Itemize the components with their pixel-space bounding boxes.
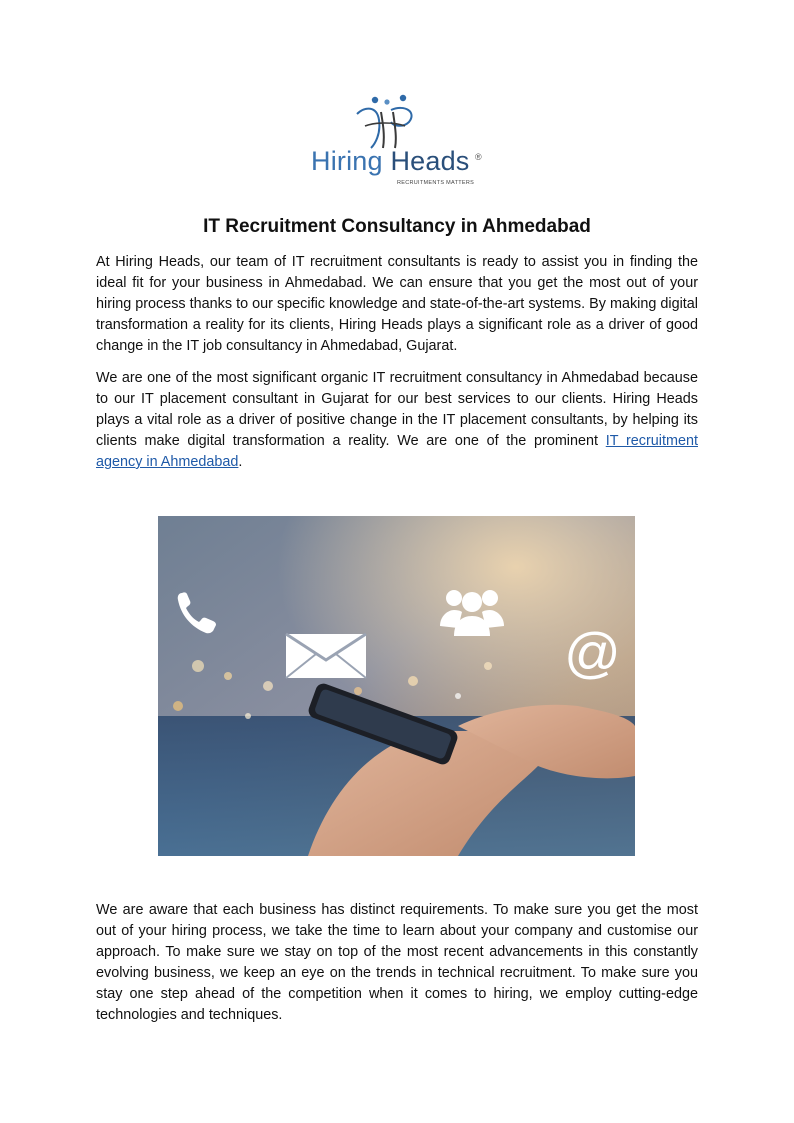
third-paragraph: We are aware that each business has distinct requirements. To make sure you get the most out of your hiring process, we take the time to learn about your company and customise our approach. To make sure we stay on top of the most recent advancements in this constantly evolving business, we keep an eye on the trends in technical recruitment. To make sure you stay one step ahead of the competition when it comes to hiring, we employ cutting-edge technologies and techniques. (96, 902, 698, 1023)
brand-first-word: Hiring (311, 146, 383, 176)
logo-figures-icon (305, 92, 489, 152)
brand-second-word: Heads (390, 146, 470, 176)
page-title: IT Recruitment Consultancy in Ahmedabad (203, 216, 591, 237)
at-sign-icon: @ (564, 621, 621, 684)
second-paragraph-text: We are one of the most significant organic IT recruitment consultancy in Ahmedabad because to our IT placement consultant in Gujarat for our best services to our clients. Hiring Heads plays a vital role as a driver of positive change in the IT placement consultants, by helping its clients make digital transformation a reality. We are one of the prominent (96, 370, 698, 449)
intro-paragraph: At Hiring Heads, our team of IT recruitment consultants is ready to assist you in finding the ideal fit for your business in Ahmedabad. We can ensure that you get the most out of your hiring process thanks to our specific knowledge and state-of-the-art systems. By making digital transformation a reality for its clients, Hiring Heads plays a significant role as a driver of good change in the IT job consultancy in Ahmedabad, Gujarat. (96, 254, 698, 354)
brand-tagline: RECRUITMENTS MATTERS (397, 180, 475, 186)
registered-mark: ® (475, 152, 482, 162)
it-recruitment-agency-link[interactable]: IT recruitment agency in Ahmedabad (96, 433, 698, 470)
brand-name (311, 146, 469, 177)
envelope-icon (286, 634, 366, 678)
contact-illustration-image (158, 516, 635, 856)
hiring-heads-logo (305, 92, 489, 192)
second-paragraph-end: . (238, 454, 243, 470)
second-paragraph (96, 368, 698, 473)
